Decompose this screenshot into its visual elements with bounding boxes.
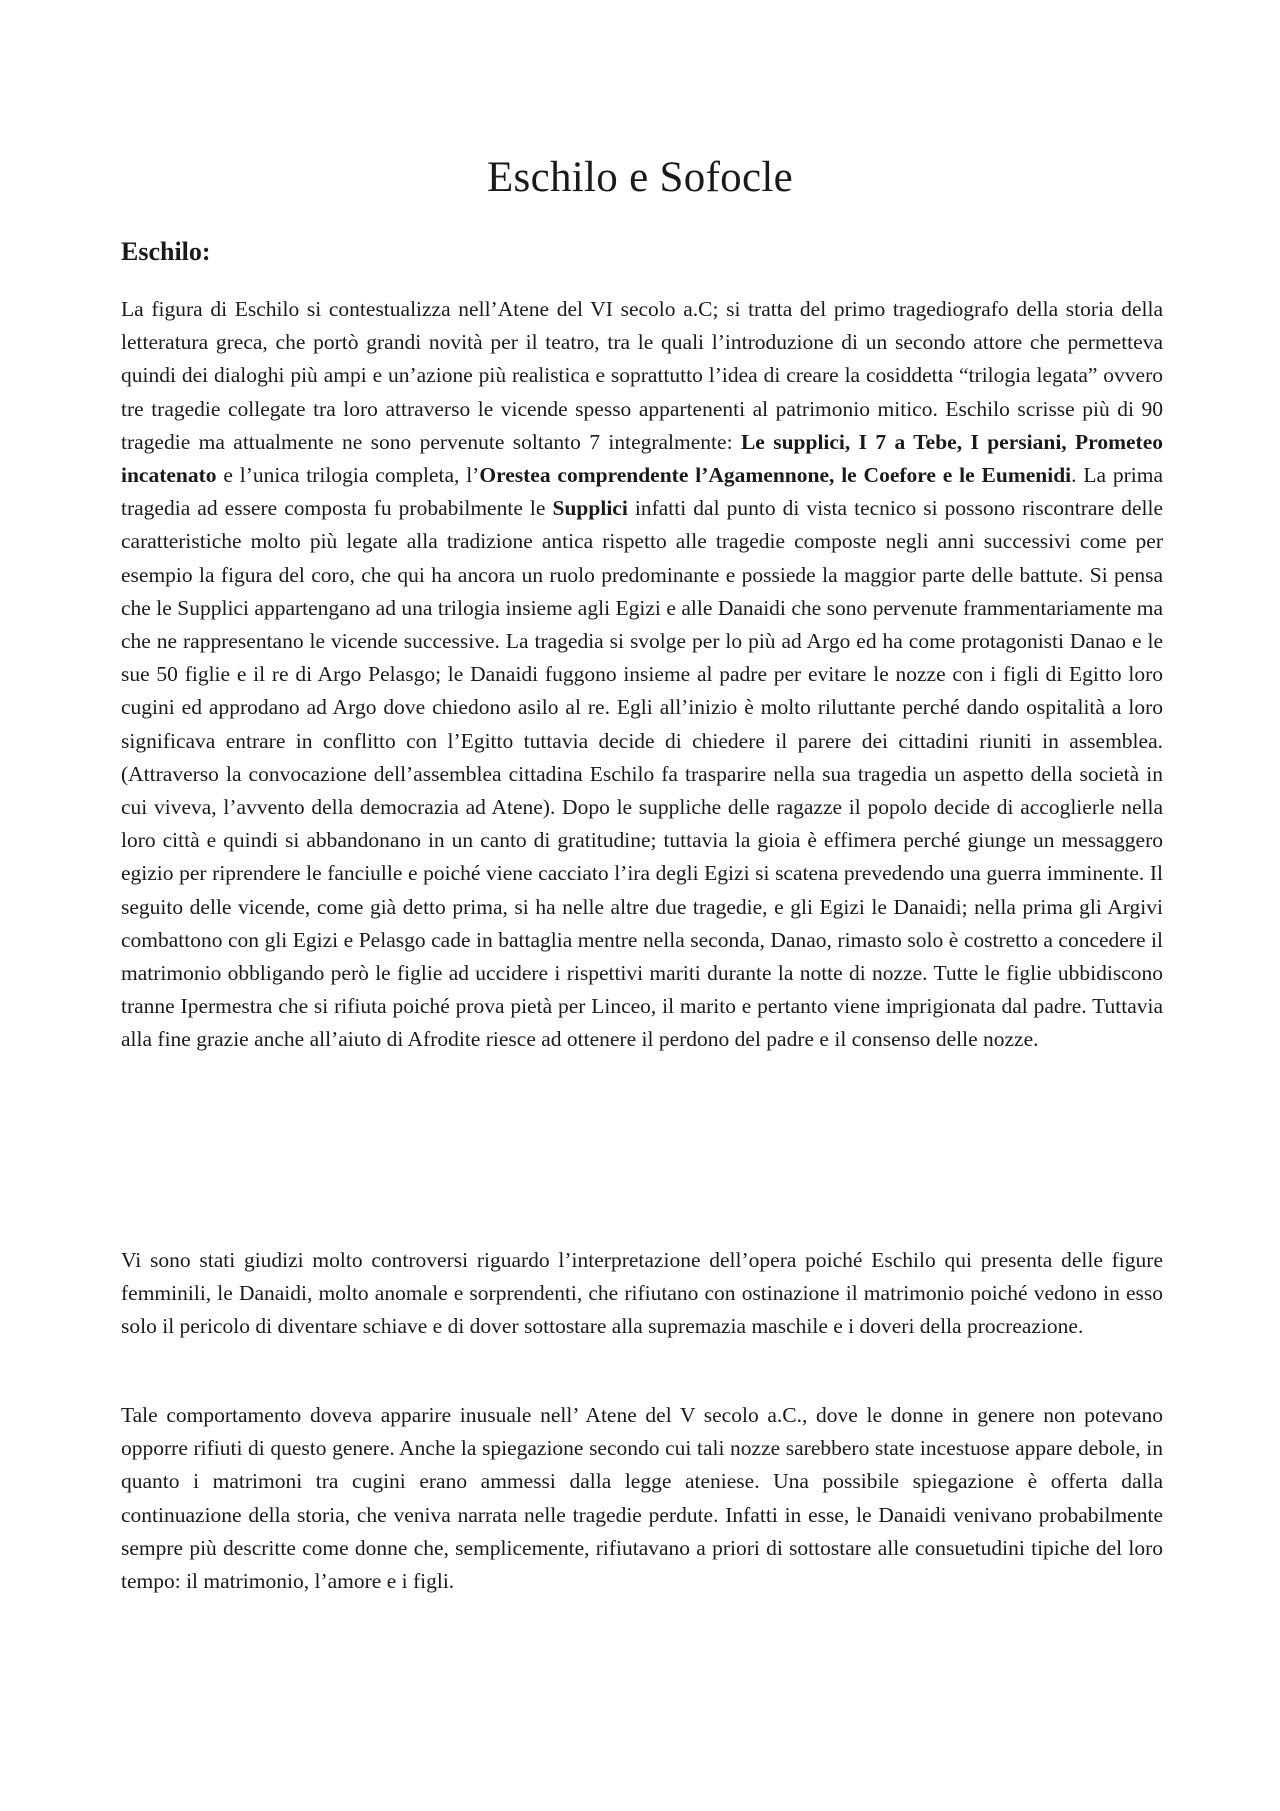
paragraph-1-text-a: La figura di Eschilo si contestualizza nell’Atene del VI secolo a.C; si tratta del primo tragediografo della storia della letteratura greca, che portò grandi novità per il teatro, tra le quali l’introduzione di un secondo attore che permetteva quindi dei dialoghi più ampi e un’azione più realistica e soprattutto l’idea di creare la cosiddetta “trilogia legata” ovvero tre tragedie collegate tra loro attraverso le vicende spesso appartenenti al patrimonio mitico. Eschilo scrisse più di 90 tragedie ma attualmente ne sono pervenute soltanto 7 integralmente:: [121, 297, 1163, 454]
paragraph-1-bold-b: Orestea comprendente l’Agamennone, le Coefore e le Eumenidi: [479, 463, 1072, 488]
paragraph-1-text-c: . La prima tragedia ad essere composta fu probabilmente le: [121, 463, 1164, 521]
paragraph-1-text-b: e l’unica trilogia completa, l’: [216, 463, 480, 488]
paragraph-2: Vi sono stati giudizi molto controversi riguardo l’interpretazione dell’opera poiché Eschilo qui presenta delle figure femminili, le Danaidi, molto anomale e sorprendenti, che rifiutano con ostinazione il matrimonio poiché vedono in esso solo il pericolo di diventare schiave e di dover sottostare alla supremazia maschile e i doveri della procreazione.: [121, 1248, 1163, 1339]
paragraph-1: [121, 293, 1163, 1057]
paragraph-1-bold-c: Supplici: [552, 496, 628, 521]
page-title: Eschilo e Sofocle: [486, 154, 794, 201]
paragraph-1-text-d: infatti dal punto di vista tecnico si possono riscontrare delle caratteristiche molto più legate alla tradizione antica rispetto alle tragedie composte negli anni successivi come per esempio la figura del coro, che qui ha ancora un ruolo predominante e possiede la maggior parte delle battute. Si pensa che le Supplici appartengano ad una trilogia insieme agli Egizi e alle Danaidi che sono pervenute frammentariamente ma che ne rappresentano le vicende successive. La tragedia si svolge per lo più ad Argo ed ha come protagonisti Danao e le sue 50 figlie e il re di Argo Pelasgo; le Danaidi fuggono insieme al padre per evitare le nozze con i figli di Egitto loro cugini ed approdano ad Argo dove chiedono asilo al re. Egli all’inizio è molto riluttante perché dando ospitalità a loro significava entrare in conflitto con l’Egitto tuttavia decide di chiedere il parere dei cittadini riuniti in assemblea. (Attraverso la convocazione dell’assemblea cittadina Eschilo fa trasparire nella sua tragedia un aspetto della società in cui viveva, l’avvento della democrazia ad Atene). Dopo le suppliche delle ragazze il popolo decide di accoglierle nella loro città e quindi si abbandonano in un canto di gratitudine; tuttavia la gioia è effimera perché giunge un messaggero egizio per riprendere le fanciulle e poiché viene cacciato l’ira degli Egizi si scatena prevedendo una guerra imminente. Il seguito delle vicende, come già detto prima, si ha nelle altre due tragedie, e gli Egizi le Danaidi; nella prima gli Argivi combattono con gli Egizi e Pelasgo cade in battaglia mentre nella seconda, Danao, rimasto solo è costretto a concedere il matrimonio obbligando però le figlie ad uccidere i rispettivi mariti durante la notte di nozze. Tutte le figlie ubbidiscono tranne Ipermestra che si rifiuta poiché prova pietà per Linceo, il marito e pertanto viene imprigionata dal padre. Tuttavia alla fine grazie anche all’aiuto di Afrodite riesce ad ottenere il perdono del padre e il consenso delle nozze.: [121, 496, 1163, 1052]
section-heading-eschilo: Eschilo:: [121, 237, 211, 266]
paragraph-3: Tale comportamento doveva apparire inusuale nell’ Atene del V secolo a.C., dove le donne in genere non potevano opporre rifiuti di questo genere. Anche la spiegazione secondo cui tali nozze sarebbero state incestuose appare debole, in quanto i matrimoni tra cugini erano ammessi dalla legge ateniese. Una possibile spiegazione è offerta dalla continuazione della storia, che veniva narrata nelle tragedie perdute. Infatti in esse, le Danaidi venivano probabilmente sempre più descritte come donne che, semplicemente, rifiutavano a priori di sottostare alle consuetudini tipiche del loro tempo: il matrimonio, l’amore e i figli.: [121, 1403, 1163, 1594]
paragraph-1-bold-a: Le supplici, I 7 a Tebe, I persiani, Prometeo incatenato: [121, 429, 1163, 488]
